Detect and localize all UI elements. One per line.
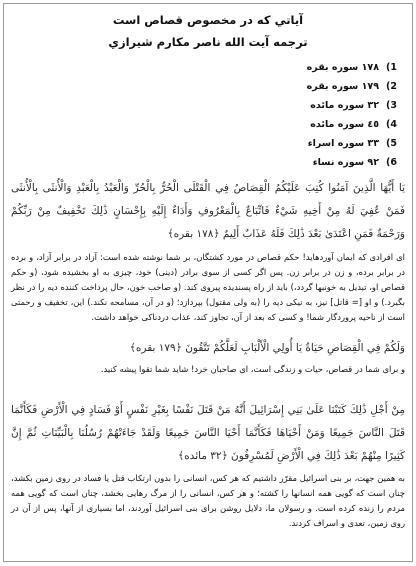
reference-item	[11, 81, 397, 93]
verse-baqarah-179: وَلَكُمْ فِي الْقِصَاصِ حَيَاةٌ يَا أُولِي الْأَلْبَابِ لَعَلَّكُمْ تَتَّقُونَ ﴿١٧٩ بقره﴾	[129, 342, 405, 354]
verse-maidah-32: مِنْ أَجْلِ ذَٰلِكَ كَتَبْنَا عَلَىٰ بَنِي إِسْرَائِيلَ أَنَّهُ مَنْ قَتَلَ نَفْسًا بِغَيْرِ نَفْسٍ أَوْ فَسَادٍ فِي الْأَرْضِ فَكَأَنَّمَا قَتَلَ النَّاسَ جَمِيعًا وَمَنْ أَحْيَاهَا فَكَأَنَّمَا أَحْيَا النَّاسَ جَمِيعًا وَلَقَدْ جَاءَتْهُمْ رُسُلُنَا بِالْبَيِّنَاتِ ثُمَّ إِنَّ كَثِيرًا مِنْهُمْ بَعْدَ ذَٰلِكَ فِي الْأَرْضِ لَمُسْرِفُونَ ﴿٣٢ مائده﴾	[11, 404, 405, 462]
reference-text: ٣٢ سوره مائده	[310, 100, 379, 111]
translation-baqarah-179: و براى شما در قصاص، حيات و زندگى است، اى صاحبان خرد! شايد شما تقوا پيشه كنيد.	[100, 364, 405, 374]
verse-baqarah-178: يَا أَيُّهَا الَّذِينَ آمَنُوا كُتِبَ عَلَيْكُمُ الْقِصَاصُ فِي الْقَتْلَى الْحُرُّ بِالْحُرِّ وَالْعَبْدُ بِالْعَبْدِ وَالْأُنثَى بِالْأُنثَى فَمَنْ عُفِيَ لَهُ مِنْ أَخِيهِ شَيْءٌ فَاتِّبَاعٌ بِالْمَعْرُوفِ وَأَدَاءٌ إِلَيْهِ بِإِحْسَانٍ ذَٰلِكَ تَخْفِيفٌ مِنْ رَبِّكُمْ وَرَحْمَةٌ فَمَنِ اعْتَدَىٰ بَعْدَ ذَٰلِكَ فَلَهُ عَذَابٌ أَلِيمٌ ﴿١٧٨ بقره﴾	[11, 182, 405, 240]
reference-text: ٤٥ سوره مائده	[310, 119, 379, 130]
reference-text: ١٧٨ سوره بقره	[306, 62, 379, 73]
reference-list	[11, 62, 405, 169]
translation-baqarah-178: اى افرادى كه ايمان آورده‏ايد! حكم قصاص در مورد كشتگان، بر شما نوشته شده است: آزاد در برابر آزاد، و برده در برابر برده، و زن در برابر زن. پس اگر كسى از سوى برادر (دينى) خود، چيزى به او بخشيده شود، (و حكم قصاص او، تبديل به خونبها گردد،) بايد از راه پسنديده پيروى كند. (و صاحب خون، حال پرداخت كننده ديه را در نظر بگيرد.) و او [= قاتل] نيز، به نيكى ديه را (به ولى مقتول) بپردازد؛ (و در آن، مسامحه نكند.) اين، تخفيف و رحمتى است از ناحيه پروردگار شما! و كسى كه بعد از آن، تجاوز كند، عذاب دردناكى خواهد داشت.	[11, 252, 405, 322]
reference-number: 6)	[386, 157, 397, 168]
reference-number: 1)	[386, 62, 397, 73]
reference-item	[11, 62, 397, 74]
reference-item	[11, 138, 397, 150]
reference-text: ٩٢ سوره نساء	[312, 157, 379, 168]
document-subtitle: ترجمه آيت الله ناصر مكارم شيرازي	[108, 35, 308, 49]
reference-number: 2)	[386, 81, 397, 92]
document-page	[3, 3, 413, 562]
reference-item	[11, 119, 397, 131]
reference-item	[11, 100, 397, 112]
reference-number: 3)	[386, 100, 397, 111]
translation-maidah-32: به همين جهت، بر بنى اسرائيل مقرّر داشتيم كه هر كس، انسانى را بدون ارتكاب قتل يا فساد در روى زمين بكشد، چنان است كه گويى همه انسانها را كشته؛ و هر كس، انسانى را از مرگ رهايى بخشد، چنان است كه گويى همه مردم را زنده كرده است. و رسولان ما، دلايل روشن براى بنى اسرائيل آوردند، اما بسيارى از آنها، پس از آن در روى زمين، تعدى و اسراف كردند.	[11, 473, 405, 528]
reference-number: 4)	[386, 119, 397, 130]
reference-text: ٣٣ سوره اسراء	[307, 138, 379, 149]
document-title: آياتي كه در مخصوص قصاص است	[112, 13, 304, 27]
reference-number: 5)	[386, 138, 397, 149]
reference-item	[11, 157, 397, 169]
reference-text: ١٧٩ سوره بقره	[306, 81, 379, 92]
